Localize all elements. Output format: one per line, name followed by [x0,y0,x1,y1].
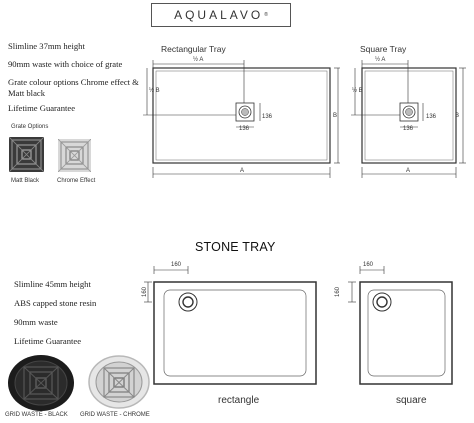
square-waste-width-label: 136 [403,126,414,132]
stone-feature-4: Lifetime Guarantee [14,336,82,346]
stone-square-tray-drawing [345,262,455,387]
rect-half-a-label: ½ A [193,57,204,63]
square-tray-drawing [346,55,470,185]
rect-waste-width-label: 136 [239,126,250,132]
stone-rect-side-offset-label: 160 [142,286,149,298]
rect-waste-height-label: 136 [262,114,273,120]
square-half-b-label: ½ B [352,88,363,94]
brand-logo [151,3,291,27]
stone-rect-top-offset-label: 160 [171,262,182,268]
brand-name: AQUALAVO [174,8,264,22]
chrome-effect-label: Chrome Effect [57,178,96,184]
chrome-effect-grate-icon [58,139,91,172]
rectangular-tray-title: Rectangular Tray [161,44,226,54]
chrome-waste-label: GRID WASTE - CHROME [80,412,150,418]
square-waste-height-label: 136 [426,114,437,120]
grate-options-label: Grate Options [11,124,49,130]
slimline-feature-3: Grate colour options Chrome effect & Matt black [8,77,139,98]
slimline-feature-4: Lifetime Guarantee [8,103,76,113]
black-waste-label: GRID WASTE - BLACK [5,412,68,418]
matt-black-grate-icon [9,137,44,172]
square-a-label: A [406,168,411,174]
rect-a-label: A [240,168,245,174]
rect-b-label: B [333,113,338,119]
slimline-feature-1: Slimline 37mm height [8,41,85,51]
slimline-feature-2: 90mm waste with choice of grate [8,59,123,69]
stone-feature-1: Slimline 45mm height [14,279,91,289]
stone-square-side-offset-label: 160 [335,286,342,298]
square-tray-title: Square Tray [360,44,407,54]
stone-feature-3: 90mm waste [14,317,58,327]
stone-tray-title: STONE TRAY [195,240,276,254]
rectangle-caption: rectangle [218,395,260,406]
registered-mark: ® [264,12,268,18]
stone-feature-2: ABS capped stone resin [14,298,97,308]
stone-rectangle-tray-drawing [140,262,320,387]
rectangular-tray-drawing [140,55,340,185]
stone-square-top-offset-label: 160 [363,262,374,268]
square-half-a-label: ½ A [375,57,386,63]
square-b-label: B [455,113,460,119]
black-grid-waste-icon [6,352,76,412]
rect-half-b-label: ½ B [149,88,160,94]
matt-black-label: Matt Black [11,178,40,184]
square-caption: square [396,395,427,406]
